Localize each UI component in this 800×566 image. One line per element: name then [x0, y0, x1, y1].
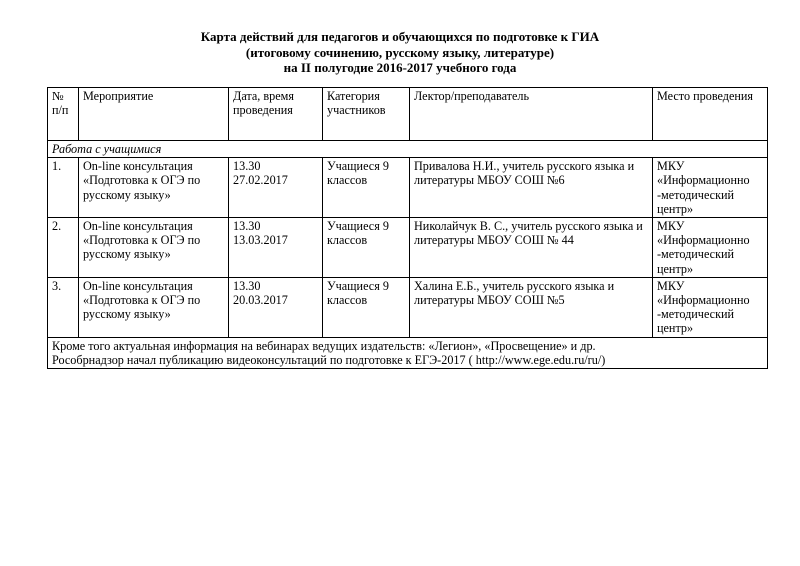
row-num: 2. — [48, 218, 79, 278]
action-plan-table — [47, 87, 768, 369]
row-date: 13.03.2017 — [233, 233, 288, 248]
row-time: 13.30 — [233, 219, 261, 234]
row-time: 13.30 — [233, 278, 261, 293]
footer-line-1: Кроме того актуальная информация на вебинарах ведущих издательств: «Легион», «Просвещение» и др. — [52, 338, 596, 353]
row-datetime — [229, 218, 323, 278]
document-title — [0, 29, 800, 76]
row-place: МКУ «Информационно -методический центр» — [653, 158, 768, 218]
row-lecturer: Привалова Н.И., учитель русского языка и литературы МБОУ СОШ №6 — [410, 158, 653, 218]
title-line-1: Карта действий для педагогов и обучающихся по подготовке к ГИА — [200, 29, 600, 44]
section-label: Работа с учащимися — [48, 141, 768, 158]
row-category: Учащиеся 9 классов — [323, 277, 410, 337]
footer-row — [48, 337, 768, 368]
row-place: МКУ «Информационно -методический центр» — [653, 218, 768, 278]
header-num: № п/п — [48, 88, 79, 141]
row-date: 20.03.2017 — [233, 293, 288, 308]
header-place: Место проведения — [653, 88, 768, 141]
header-category: Категория участников — [323, 88, 410, 141]
table-row — [48, 218, 768, 278]
row-num: 3. — [48, 277, 79, 337]
section-row — [48, 141, 768, 158]
table-row — [48, 277, 768, 337]
table-row — [48, 158, 768, 218]
row-datetime — [229, 277, 323, 337]
row-event: On-line консультация «Подготовка к ОГЭ по русскому языку» — [79, 277, 229, 337]
row-lecturer: Николайчук В. С., учитель русского языка и литературы МБОУ СОШ № 44 — [410, 218, 653, 278]
header-datetime: Дата, время проведения — [229, 88, 323, 141]
row-category: Учащиеся 9 классов — [323, 158, 410, 218]
header-event: Мероприятие — [79, 88, 229, 141]
table-header-row — [48, 88, 768, 141]
row-category: Учащиеся 9 классов — [323, 218, 410, 278]
title-line-2: (итоговому сочинению, русскому языку, литературе) — [245, 44, 555, 60]
title-line-3: на II полугодие 2016-2017 учебного года — [283, 60, 517, 75]
row-date: 27.02.2017 — [233, 173, 288, 188]
row-time: 13.30 — [233, 159, 261, 174]
row-place: МКУ «Информационно -методический центр» — [653, 277, 768, 337]
header-lecturer: Лектор/преподаватель — [410, 88, 653, 141]
row-event: On-line консультация «Подготовка к ОГЭ по русскому языку» — [79, 218, 229, 278]
row-datetime — [229, 158, 323, 218]
row-event: On-line консультация «Подготовка к ОГЭ по русскому языку» — [79, 158, 229, 218]
row-lecturer: Халина Е.Б., учитель русского языка и литературы МБОУ СОШ №5 — [410, 277, 653, 337]
footer-line-2: Рособрнадзор начал публикацию видеоконсультаций по подготовке к ЕГЭ-2017 ( http://www.ege.edu.ru/ru/) — [52, 352, 606, 367]
row-num: 1. — [48, 158, 79, 218]
footer-note — [48, 337, 768, 368]
